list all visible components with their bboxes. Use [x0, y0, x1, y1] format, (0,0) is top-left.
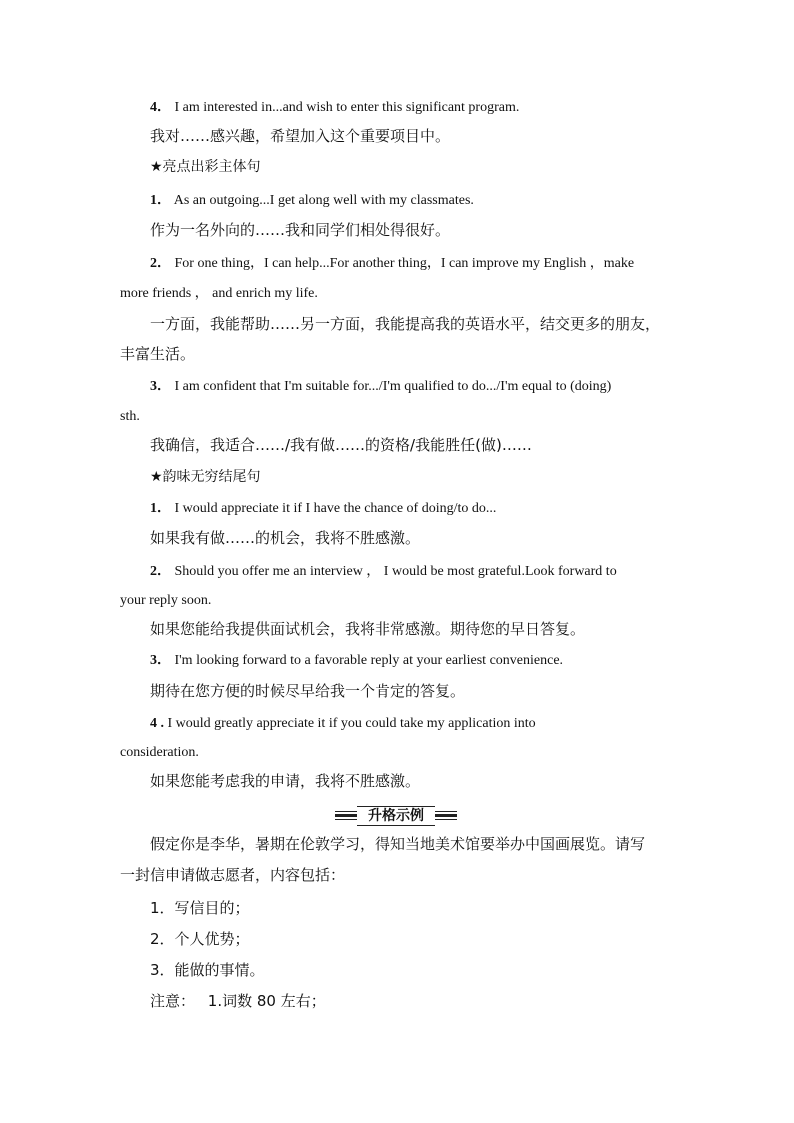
item-number: 4 .	[150, 716, 164, 731]
chinese-translation: 作为一名外向的……我和同学们相处得很好。	[150, 221, 451, 239]
task-paragraph-line-2: 一封信申请做志愿者，内容包括：	[120, 866, 346, 884]
english-sentence: As an outgoing...I get along well with my classmates.	[173, 193, 474, 208]
english-sentence: Should you offer me an interview ， I would be most grateful.Look forward to	[174, 564, 617, 579]
line-ending-3	[150, 652, 563, 670]
chinese-translation: 如果我有做……的机会，我将不胜感激。	[150, 529, 421, 547]
chinese-translation: 期待在您方便的时候尽早给我一个肯定的答复。	[150, 682, 466, 700]
section-heading-body: ★亮点出彩主体句	[150, 159, 261, 175]
chinese-translation: 如果您能给我提供面试机会，我将非常感激。期待您的早日答复。	[150, 620, 586, 638]
banner-rule-right	[435, 814, 457, 817]
line-body-2	[150, 255, 634, 273]
note-label: 注意：	[150, 992, 196, 1010]
english-sentence: For one thing，I can help...For another thing，I can improve my English ，make	[174, 256, 635, 271]
note-text: 1.词数 80 左右；	[207, 992, 326, 1010]
line-body-1	[150, 192, 474, 210]
banner-rule-left	[335, 814, 357, 817]
english-continuation: your reply soon.	[120, 593, 212, 608]
english-sentence: I am confident that I'm suitable for.../I'm qualified to do.../I'm equal to (doing)	[174, 379, 612, 394]
english-continuation: consideration.	[120, 745, 199, 760]
chinese-translation: 我对……感兴趣，希望加入这个重要项目中。	[150, 127, 451, 145]
english-sentence: I would greatly appreciate it if you could take my application into	[167, 716, 536, 731]
chinese-translation: 如果您能考虑我的申请，我将不胜感激。	[150, 772, 421, 790]
task-item-2: 2．个人优势；	[150, 930, 250, 948]
item-number: 1．	[150, 193, 171, 208]
task-note	[150, 992, 326, 1010]
item-number: 4．	[150, 100, 171, 115]
line-ending-4	[150, 715, 536, 733]
task-item-3: 3．能做的事情。	[150, 961, 265, 979]
section-banner	[335, 806, 457, 824]
english-sentence: I'm looking forward to a favorable reply at your earliest convenience.	[174, 653, 564, 668]
item-number: 2．	[150, 256, 171, 271]
task-item-1: 1．写信目的；	[150, 899, 250, 917]
item-number: 2．	[150, 564, 171, 579]
banner-title: 升格示例	[357, 806, 435, 826]
english-continuation: sth.	[120, 409, 140, 424]
line-ending-1	[150, 500, 496, 518]
english-sentence: I am interested in...and wish to enter this significant program.	[174, 100, 520, 115]
item-number: 3．	[150, 379, 171, 394]
chinese-translation: 一方面，我能帮助……另一方面，我能提高我的英语水平，结交更多的朋友，	[150, 315, 661, 333]
task-paragraph-line-1: 假定你是李华，暑期在伦敦学习，得知当地美术馆要举办中国画展览。请写	[150, 835, 646, 853]
chinese-translation: 我确信，我适合……/我有做……的资格/我能胜任(做)……	[150, 436, 532, 454]
line-item-4	[150, 99, 519, 117]
item-number: 3．	[150, 653, 171, 668]
chinese-continuation: 丰富生活。	[120, 345, 196, 363]
english-continuation: more friends ， and enrich my life.	[120, 286, 318, 301]
english-sentence: I would appreciate it if I have the chance of doing/to do...	[174, 501, 497, 516]
section-heading-ending: ★韵味无穷结尾句	[150, 469, 261, 485]
line-body-3	[150, 378, 611, 396]
line-ending-2	[150, 563, 617, 581]
item-number: 1．	[150, 501, 171, 516]
